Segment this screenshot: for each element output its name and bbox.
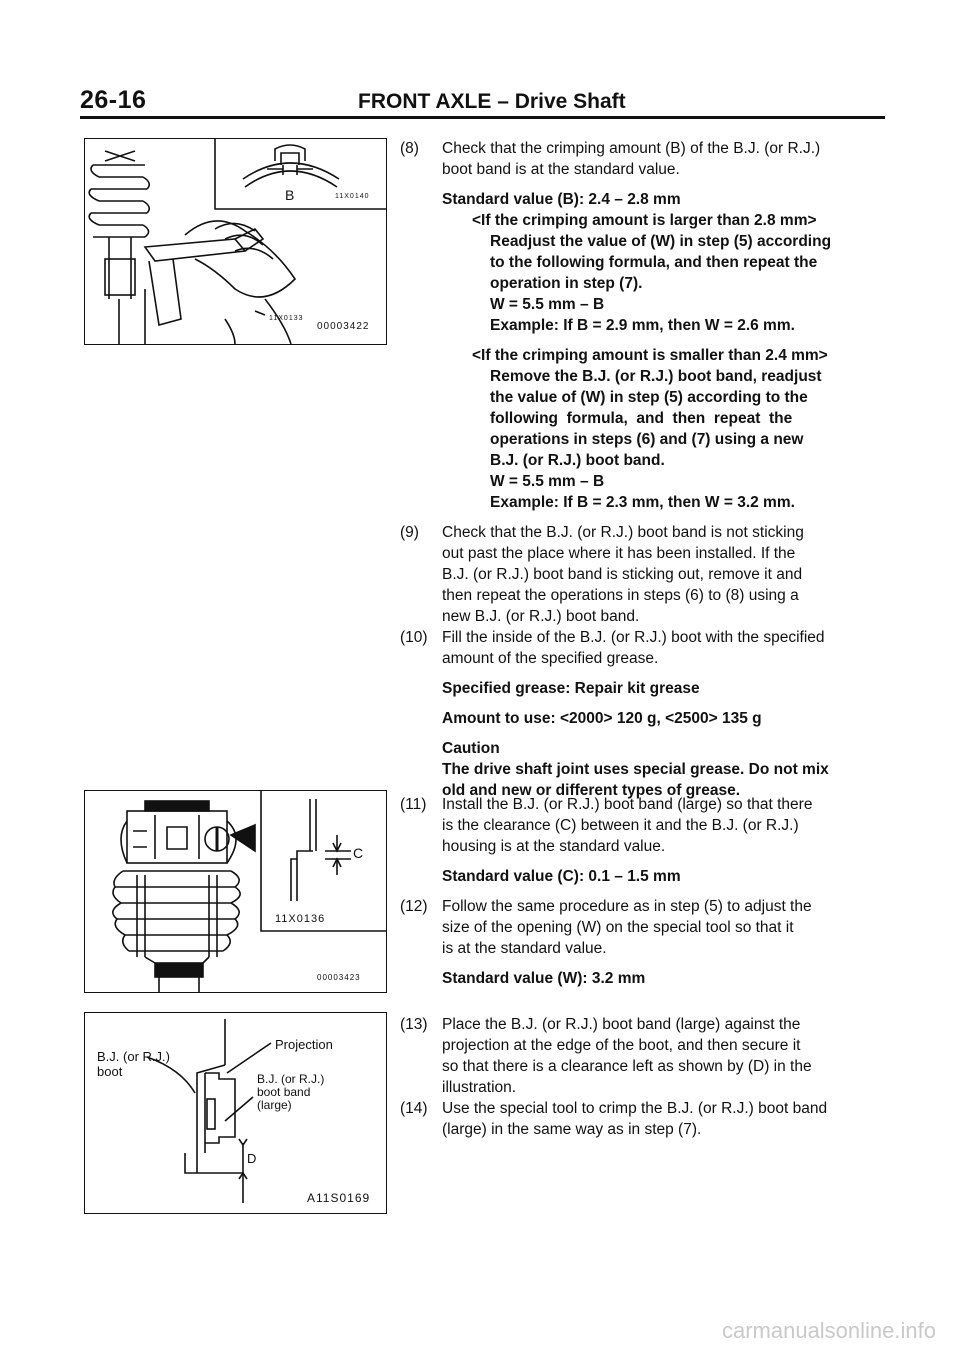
step-14	[400, 1098, 882, 1140]
text-line: Use the special tool to crimp the B.J. (or R.J.) boot band	[442, 1100, 828, 1117]
label-boot-band	[257, 1073, 324, 1112]
text-line: following formula, and then repeat the	[490, 410, 793, 427]
boot-band-clearance-illustration	[85, 791, 386, 992]
example: Example: If B = 2.9 mm, then W = 2.6 mm.	[490, 317, 795, 334]
amount-to-use: Amount to use: <2000> 120 g, <2500> 135 g	[442, 710, 762, 727]
section-name: FRONT AXLE	[358, 90, 492, 113]
step-10	[400, 627, 882, 669]
text-line: amount of the specified grease.	[442, 650, 659, 667]
text-line: B.J. (or R.J.) boot band is sticking out, remove it and	[442, 566, 803, 583]
text-line: Fill the inside of the B.J. (or R.J.) boot with the specified	[442, 629, 825, 646]
inset-code: 11X0140	[335, 193, 370, 200]
watermark: carmanualsonline.info	[721, 1318, 936, 1343]
crimping-tool-illustration	[85, 139, 386, 344]
label-band-line1: B.J. (or R.J.)	[257, 1072, 325, 1086]
text-block-steps-8-10	[400, 138, 882, 801]
text-line: operations in steps (6) and (7) using a new	[490, 431, 804, 448]
standard-value-w: Standard value (W): 3.2 mm	[442, 970, 646, 987]
standard-value-b: Standard value (B): 2.4 – 2.8 mm	[442, 191, 681, 208]
text-line: Check that the B.J. (or R.J.) boot band is not sticking	[442, 524, 804, 541]
text-line: housing is at the standard value.	[442, 838, 666, 855]
standard-value-c: Standard value (C): 0.1 – 1.5 mm	[442, 868, 681, 885]
step-number: (8)	[400, 140, 419, 157]
inset-label-c: C	[353, 845, 365, 861]
step-number: (13)	[400, 1016, 428, 1033]
text-line: is the clearance (C) between it and the B.J. (or R.J.)	[442, 817, 799, 834]
step-number: (12)	[400, 898, 428, 915]
label-projection: Projection	[275, 1037, 333, 1052]
text-line: to the following formula, and then repeat the	[490, 254, 818, 271]
label-bj-boot	[97, 1049, 170, 1079]
text-line: projection at the edge of the boot, and then secure it	[442, 1037, 801, 1054]
text-line: Follow the same procedure as in step (5) to adjust the	[442, 898, 812, 915]
figure-clearance-d	[84, 1012, 387, 1214]
label-d: D	[247, 1151, 257, 1166]
text-block-steps-13-14	[400, 1014, 882, 1140]
section-title	[358, 90, 626, 114]
text-line: boot band is at the standard value.	[442, 161, 680, 178]
figure-code: A11S0169	[307, 1191, 371, 1205]
text-line: size of the opening (W) on the special tool so that it	[442, 919, 794, 936]
subsection-name: Drive Shaft	[514, 90, 626, 113]
figure-code: 00003423	[317, 973, 361, 982]
figure-clearance-c	[84, 790, 387, 993]
boot-projection-illustration	[85, 1013, 386, 1213]
text-line: operation in step (7).	[490, 275, 643, 292]
title-dash: –	[497, 90, 509, 113]
main-code: 11X0133	[269, 315, 304, 322]
text-line: Install the B.J. (or R.J.) boot band (large) so that there	[442, 796, 813, 813]
formula: W = 5.5 mm – B	[490, 296, 605, 313]
label-band-line2: boot band	[257, 1085, 311, 1099]
step-8	[400, 138, 882, 180]
smaller-heading: <If the crimping amount is smaller than 2.4 mm>	[472, 347, 828, 364]
text-line: out past the place where it has been installed. If the	[442, 545, 796, 562]
text-line: new B.J. (or R.J.) boot band.	[442, 608, 640, 625]
label-bj-boot-line2: boot	[97, 1064, 123, 1079]
text-line: (large) in the same way as in step (7).	[442, 1121, 702, 1138]
text-line: Place the B.J. (or R.J.) boot band (large) against the	[442, 1016, 801, 1033]
step-12	[400, 896, 882, 959]
step-11	[400, 794, 882, 857]
text-line: then repeat the operations in steps (6) to (8) using a	[442, 587, 799, 604]
inset-label-b: B	[285, 187, 296, 203]
page-header	[80, 86, 885, 112]
text-line: so that there is a clearance left as shown by (D) in the	[442, 1058, 812, 1075]
larger-heading: <If the crimping amount is larger than 2.8 mm>	[472, 212, 817, 229]
header-rule	[80, 116, 885, 119]
text-block-steps-11-12	[400, 794, 882, 989]
inset-code: 11X0136	[275, 913, 326, 925]
label-bj-boot-line1: B.J. (or R.J.)	[97, 1049, 170, 1064]
text-line: Remove the B.J. (or R.J.) boot band, readjust	[490, 368, 822, 385]
example: Example: If B = 2.3 mm, then W = 3.2 mm.	[490, 494, 795, 511]
step-9	[400, 522, 882, 627]
step-number: (9)	[400, 524, 419, 541]
step-13	[400, 1014, 882, 1098]
label-band-line3: (large)	[257, 1098, 292, 1112]
figure-crimping-tool	[84, 138, 387, 345]
figure-code: 00003422	[317, 321, 370, 332]
caution-text: The drive shaft joint uses special grease. Do not mix	[442, 761, 829, 778]
specified-grease: Specified grease: Repair kit grease	[442, 680, 700, 697]
step-number: (10)	[400, 629, 428, 646]
caution-text: old and new or different types of grease.	[442, 782, 740, 799]
step-number: (11)	[400, 796, 427, 813]
formula: W = 5.5 mm – B	[490, 473, 605, 490]
caution-heading: Caution	[442, 740, 500, 757]
text-line: the value of (W) in step (5) according to the	[490, 389, 808, 406]
text-line: is at the standard value.	[442, 940, 607, 957]
text-line: Check that the crimping amount (B) of the B.J. (or R.J.)	[442, 140, 821, 157]
step-number: (14)	[400, 1100, 428, 1117]
page-number: 26-16	[80, 86, 147, 114]
text-line: illustration.	[442, 1079, 517, 1096]
text-line: B.J. (or R.J.) boot band.	[490, 452, 665, 469]
text-line: Readjust the value of (W) in step (5) according	[490, 233, 832, 250]
